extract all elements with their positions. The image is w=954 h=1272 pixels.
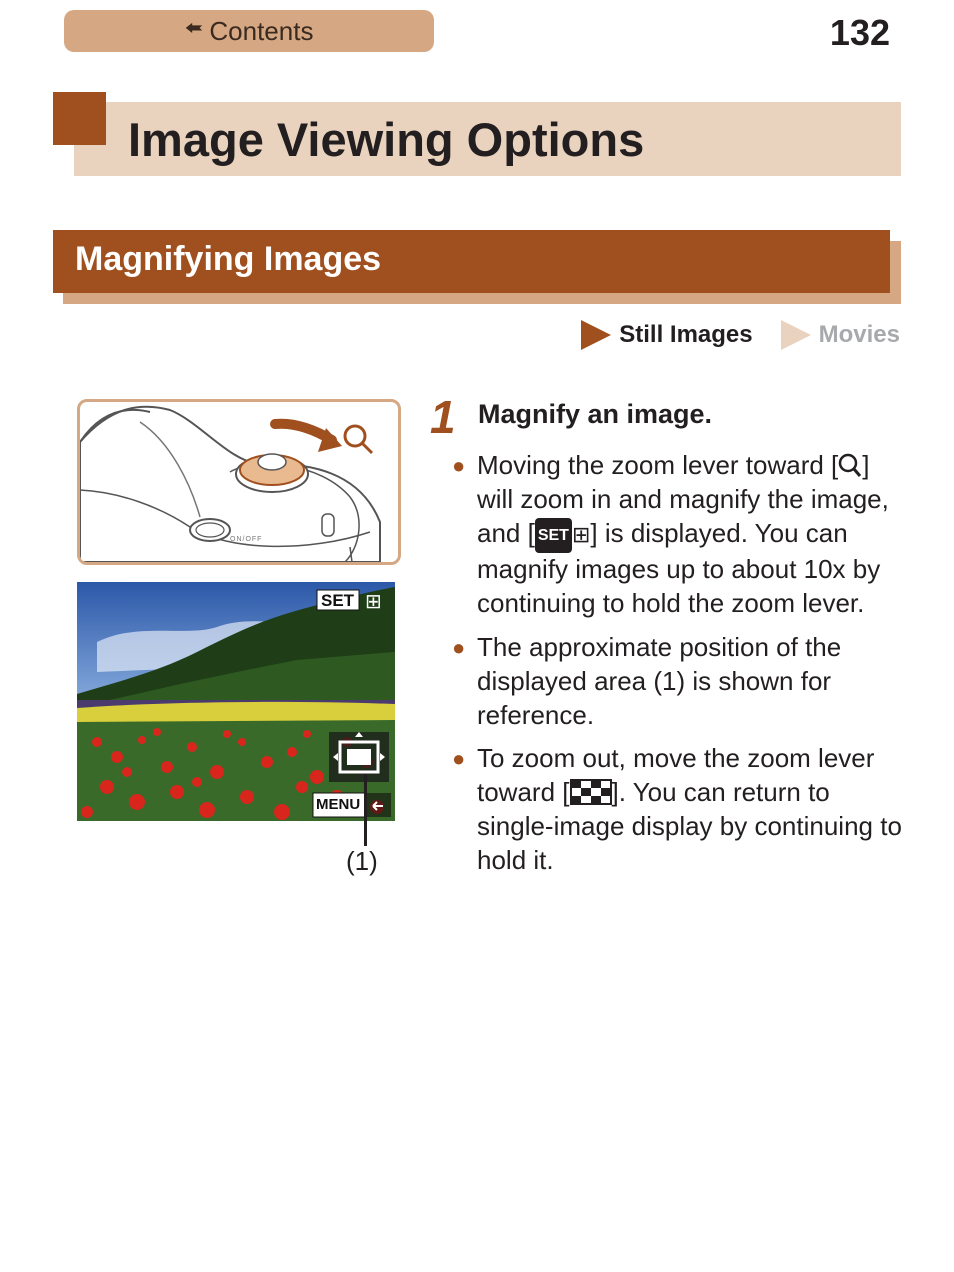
callout-label: (1) bbox=[346, 846, 378, 876]
bullet-text: ]. You can return to single-image display by continuing to hold it. bbox=[477, 777, 902, 875]
scroll-display-icon: ⊞ bbox=[571, 521, 591, 547]
step-bullets bbox=[452, 449, 902, 888]
step-number: 1 bbox=[430, 391, 456, 443]
bullet-dot: ● bbox=[452, 746, 466, 772]
set-icon: SET bbox=[535, 518, 572, 554]
lcd-screen-illustration bbox=[77, 582, 395, 821]
magnify-icon bbox=[838, 452, 862, 478]
mode-indicator bbox=[581, 320, 900, 350]
list-item bbox=[452, 742, 902, 877]
bullet-text: Moving the zoom lever toward [ bbox=[477, 450, 839, 480]
play-triangle-icon bbox=[581, 320, 611, 350]
landscape-photo bbox=[77, 582, 395, 821]
step-title: Magnify an image. bbox=[478, 399, 713, 429]
index-grid-icon bbox=[570, 779, 612, 805]
title-square bbox=[53, 92, 106, 145]
play-triangle-icon bbox=[781, 320, 811, 350]
bullet-text: To zoom out, move the zoom lever toward [ bbox=[477, 743, 875, 808]
bullet-dot: ● bbox=[452, 634, 466, 660]
bullet-text: ] will zoom in and magnify the image, and [ bbox=[477, 450, 889, 548]
contents-label: Contents bbox=[209, 15, 314, 46]
contents-button[interactable] bbox=[64, 10, 434, 52]
camera-illustration bbox=[77, 399, 401, 565]
screen-set-label: SET bbox=[321, 591, 355, 610]
callout-line bbox=[364, 774, 367, 846]
on-off-label: ON/OFF bbox=[230, 536, 263, 543]
screen-menu-label: MENU bbox=[316, 796, 361, 813]
page-number: 132 bbox=[829, 12, 890, 53]
mode-movies: Movies bbox=[818, 321, 900, 348]
bullet-dot: ● bbox=[452, 453, 466, 478]
list-item bbox=[452, 449, 902, 621]
bullet-text: The approximate position of the displayed area (1) is shown for reference. bbox=[477, 631, 842, 730]
back-arrow-icon: 🢘 bbox=[184, 14, 204, 42]
mode-still-images: Still Images bbox=[619, 321, 753, 348]
page-title: Image Viewing Options bbox=[128, 113, 645, 166]
scroll-display-icon: ⊞ bbox=[365, 591, 382, 613]
section-title: Magnifying Images bbox=[75, 240, 382, 278]
bullet-text: ] is displayed. You can magnify images up to about 10x by continuing to hold the zoom lever. bbox=[477, 517, 881, 619]
list-item bbox=[452, 631, 902, 732]
